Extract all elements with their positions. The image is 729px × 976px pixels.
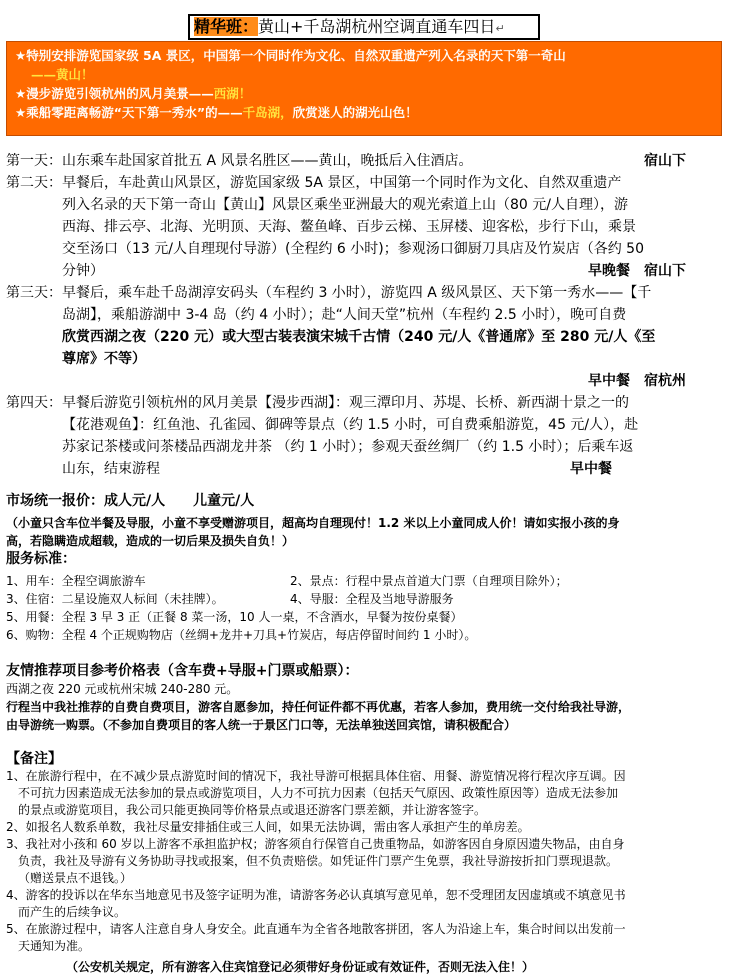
optional-rule-1: 行程当中我社推荐的自费自费项目，游客自愿参加，持任何证件都不再优惠，若客人参加，费用统一交付给我社导游，: [6, 700, 631, 714]
day4-l3: 苏家记茶楼或问茶楼品西湖龙井茶 （约 1 小时）；参观天蚕丝绸厂（约 1.5 小时）；后乘车返: [62, 439, 634, 455]
day3-meal-row: [6, 370, 722, 392]
service-row-1: [6, 572, 722, 590]
notes-footer: （公安机关规定，所有游客入住宾馆登记必须带好身份证或有效证件，否则无法入住！）: [66, 960, 535, 974]
notes-heading: 【备注】: [6, 751, 62, 767]
price-note-1: （小童只含车位半餐及导服，小童不享受赠游项目，超高均自理现付！1.2 米以上小童同成人价！请如实报小孩的身: [6, 516, 620, 530]
day2-l2: 列入名录的天下第一奇山【黄山】风景区乘坐亚洲最大的观光索道上山（80 元/人自理），游: [62, 197, 628, 213]
title-text: 黄山+千岛湖杭州空调直通车四日: [258, 17, 496, 36]
day2-l5: [6, 260, 722, 282]
note-3-l1: 3、我社对小孩和 60 岁以上游客不承担监护权；游客须自行保管自己贵重物品，如游客因自身原因遗失物品，由自身: [6, 837, 625, 851]
service-1: 1、用车：全程空调旅游车: [6, 574, 146, 588]
day2-l3: 西海、排云亭、北海、光明顶、天海、鳌鱼峰、百步云梯、玉屏楼、迎客松，步行下山，乘景: [62, 219, 636, 235]
day3-l2: 岛湖】，乘船游湖中 3-4 岛（约 4 小时）；赴“人间天堂”杭州（车程约 2.5 小时），晚可自费: [62, 307, 627, 323]
day3-l3: 欣赏西湖之夜（220 元）或大型古装表演宋城千古情（240 元/人《普通席》至 280 元/人《至: [62, 329, 656, 345]
note-5-l1: 5、在旅游过程中，请客人注意自身人身安全。此直通车为全省各地散客拼团，客人为沿途上车，集合时间以出发前一: [6, 922, 626, 936]
note-4-l1: 4、游客的投诉以在华东当地意见书及签字证明为准，请游客务必认真填写意见单，恕不受理团友因虚填或不填意见书: [6, 888, 626, 902]
service-6: 6、购物：全程 4 个正规购物店（丝绸+龙井+刀具+竹炭店，每店停留时间约 1 小时）。: [6, 628, 477, 642]
day1-text: 第一天：山东乘车赴国家首批五 A 风景名胜区——黄山，晚抵后入住酒店。: [6, 153, 473, 169]
note-5-l2: 天通知为准。: [18, 939, 91, 953]
itinerary: [6, 150, 722, 480]
day2-l1: 第二天：早餐后，车赴黄山风景区，游览国家级 5A 景区，中国第一个同时作为文化、自然双重遗产: [6, 175, 622, 191]
service-2: 2、景点：行程中景点首道大门票（自理项目除外）；: [290, 574, 568, 588]
day2-l5-text: 分钟）: [62, 263, 104, 279]
banner-line-2: ——黄山！: [31, 67, 94, 82]
note-1-l2: 不可抗力因素造成无法参加的景点或游览项目，人力不可抗力因素（包括天气原因、政策性原因等）造成无法参加: [18, 786, 619, 800]
price-section: [6, 490, 722, 550]
note-3-l2: 负责，我社及导游有义务协助寻找或报案，但不负责赔偿。如凭证件门票产生免票，我社导游按折扣门票现退款。: [18, 854, 619, 868]
day-3: [6, 282, 722, 392]
day-1: [6, 150, 722, 172]
banner-line-3: [15, 84, 713, 103]
service-3: 3、住宿：二星设施双人标间（未挂牌）。: [6, 592, 224, 606]
optional-rule-2: 由导游统一购票。（不参加自费项目的客人统一于景区门口等，无法单独送回宾馆，请积极配合）: [6, 718, 517, 732]
day2-l4: 交至汤口（13 元/人自理现付导游）(全程约 6 小时)；参观汤口御厨刀具店及竹炭店（各约 50: [62, 241, 644, 257]
banner-l4a: ★乘船零距离畅游“天下第一秀水”的——: [15, 105, 243, 120]
optional-section: [6, 660, 722, 734]
banner-l4b: 千岛湖，: [242, 105, 293, 120]
day-4: [6, 392, 722, 480]
title-label: 精华班：: [194, 17, 259, 36]
service-5: 5、用餐：全程 3 早 3 正（正餐 8 菜一汤，10 人一桌，不含酒水，早餐为按份桌餐）: [6, 610, 463, 624]
day3-l1: 第三天：早餐后，乘车赴千岛湖淳安码头（车程约 3 小时），游览四 A 级风景区、天下第一秀水——【千: [6, 285, 652, 301]
banner-line-4: [15, 103, 713, 122]
price-note-2: 高，若隐瞒造成超载，造成的一切后果及损失自负！）: [6, 534, 295, 548]
day4-l2: 【花港观鱼】：红鱼池、孔雀园、御碑等景点（约 1.5 小时，可自费乘船游览，45 元/人），赴: [62, 417, 639, 433]
day1-meal: 宿山下: [644, 153, 686, 169]
note-3-l3: （赠送景点不退钱。）: [18, 871, 133, 885]
day4-l4: [6, 458, 722, 480]
note-1-l3: 的景点或游览项目，我公司只能更换同等价格景点或退还游客门票差额，并让游客签字。: [18, 803, 487, 817]
note-4-l2: 而产生的后续争议。: [18, 905, 127, 919]
day4-l1: 第四天：早餐后游览引领杭州的风月美景【漫步西湖】：观三潭印月、苏堤、长桥、新西湖十景之一的: [6, 395, 629, 411]
banner-line-1: ★特别安排游览国家级 5A 景区，中国第一个同时作为文化、自然双重遗产列入名录的天下第一奇山: [15, 48, 566, 63]
service-row-2: [6, 590, 722, 608]
day3-l4: [6, 348, 722, 370]
day4-l4-text: 山东，结束游程: [62, 461, 160, 477]
banner-l3a: ★漫步游览引领杭州的风月美景——: [15, 86, 214, 101]
page-title: 精华班：黄山+千岛湖杭州空调直通车四日↵: [188, 14, 540, 40]
price-heading: 市场统一报价：成人元/人 儿童元/人: [6, 493, 255, 509]
note-1-l1: 1、在旅游行程中，在不减少景点游览时间的情况下，我社导游可根据具体住宿、用餐、游览情况将行程次序互调。因: [6, 769, 626, 783]
optional-heading: 友情推荐项目参考价格表（含车费+导服+门票或船票）：: [6, 663, 359, 679]
service-4: 4、导服：全程及当地导游服务: [290, 592, 454, 606]
day4-meal: 早中餐: [570, 461, 612, 477]
day3-l4-text: 尊席》不等）: [62, 351, 146, 367]
banner-l4c: 欣赏迷人的湖光山色！: [292, 105, 418, 120]
day-2: [6, 172, 722, 282]
note-2: 2、如报名人数系单数，我社尽量安排插住或三人间，如果无法协调，需由客人承担产生的单房差。: [6, 820, 530, 834]
notes-section: [6, 748, 722, 976]
service-heading: 服务标准：: [6, 551, 76, 567]
highlights-banner: [6, 41, 722, 136]
banner-l3b: 西湖！: [213, 86, 252, 101]
day2-meal: 早晚餐 宿山下: [588, 263, 686, 279]
service-section: [6, 548, 722, 644]
day3-meal: 早中餐 宿杭州: [588, 373, 686, 389]
optional-prices: 西湖之夜 220 元或杭州宋城 240-280 元。: [6, 682, 239, 696]
